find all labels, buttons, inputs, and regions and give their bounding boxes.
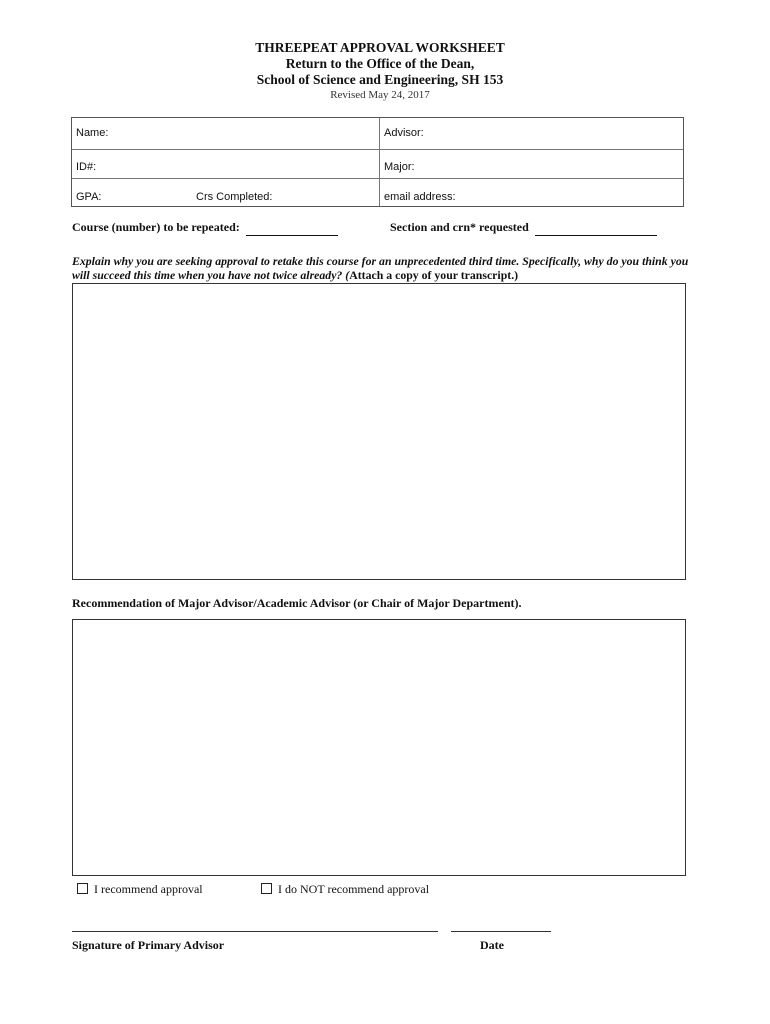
name-field[interactable] [122, 120, 372, 146]
return-line: Return to the Office of the Dean, [285, 56, 475, 71]
date-label: Date [480, 938, 504, 952]
section-crn-row [390, 220, 657, 236]
not-recommend-approval-checkbox[interactable] [261, 883, 272, 894]
email-field[interactable] [472, 180, 679, 206]
advisor-field[interactable] [434, 120, 679, 146]
revised-date: Revised May 24, 2017 [330, 89, 430, 101]
signature-label: Signature of Primary Advisor [72, 938, 225, 952]
date-line[interactable] [451, 931, 551, 932]
page-title: THREEPEAT APPROVAL WORKSHEET [255, 40, 505, 55]
id-field[interactable] [112, 151, 372, 177]
email-label: email address: [384, 191, 456, 203]
not-recommend-approval-label: I do NOT recommend approval [278, 882, 430, 896]
major-field[interactable] [424, 151, 679, 177]
course-repeat-label: Course (number) to be repeated: [72, 220, 240, 234]
recommendation-label: Recommendation of Major Advisor/Academic Advisor (or Chair of Major Department). [72, 596, 522, 610]
explanation-textbox[interactable] [72, 283, 686, 580]
section-crn-field[interactable] [535, 220, 657, 236]
course-number-field[interactable] [246, 220, 338, 236]
explain-prompt-italic: Explain why you are seeking approval to retake this course for an unprecedented third time. Specifically, why do you think you will succeed this time when you have not twice already? ( [72, 254, 689, 282]
crs-completed-label: Crs Completed: [196, 191, 273, 203]
signature-line[interactable] [72, 931, 438, 932]
advisor-label: Advisor: [384, 127, 424, 139]
recommend-approval-label: I recommend approval [94, 882, 203, 896]
not-recommend-approval-option[interactable] [261, 882, 429, 897]
recommendation-textbox[interactable] [72, 619, 686, 876]
id-label: ID#: [76, 161, 97, 173]
course-repeat-row [72, 220, 338, 236]
gpa-label: GPA: [76, 191, 102, 203]
name-label: Name: [76, 127, 109, 139]
explain-prompt-transcript: Attach a copy of your transcript.) [349, 268, 519, 282]
crs-completed-field[interactable] [284, 180, 374, 206]
explain-prompt [72, 254, 692, 282]
recommend-approval-checkbox[interactable] [77, 883, 88, 894]
section-crn-label: Section and crn* requested [390, 220, 529, 234]
recommend-approval-option[interactable] [77, 882, 203, 897]
gpa-field[interactable] [112, 180, 192, 206]
major-label: Major: [384, 161, 415, 173]
student-info-table [71, 117, 684, 207]
school-line: School of Science and Engineering, SH 153 [256, 72, 504, 87]
